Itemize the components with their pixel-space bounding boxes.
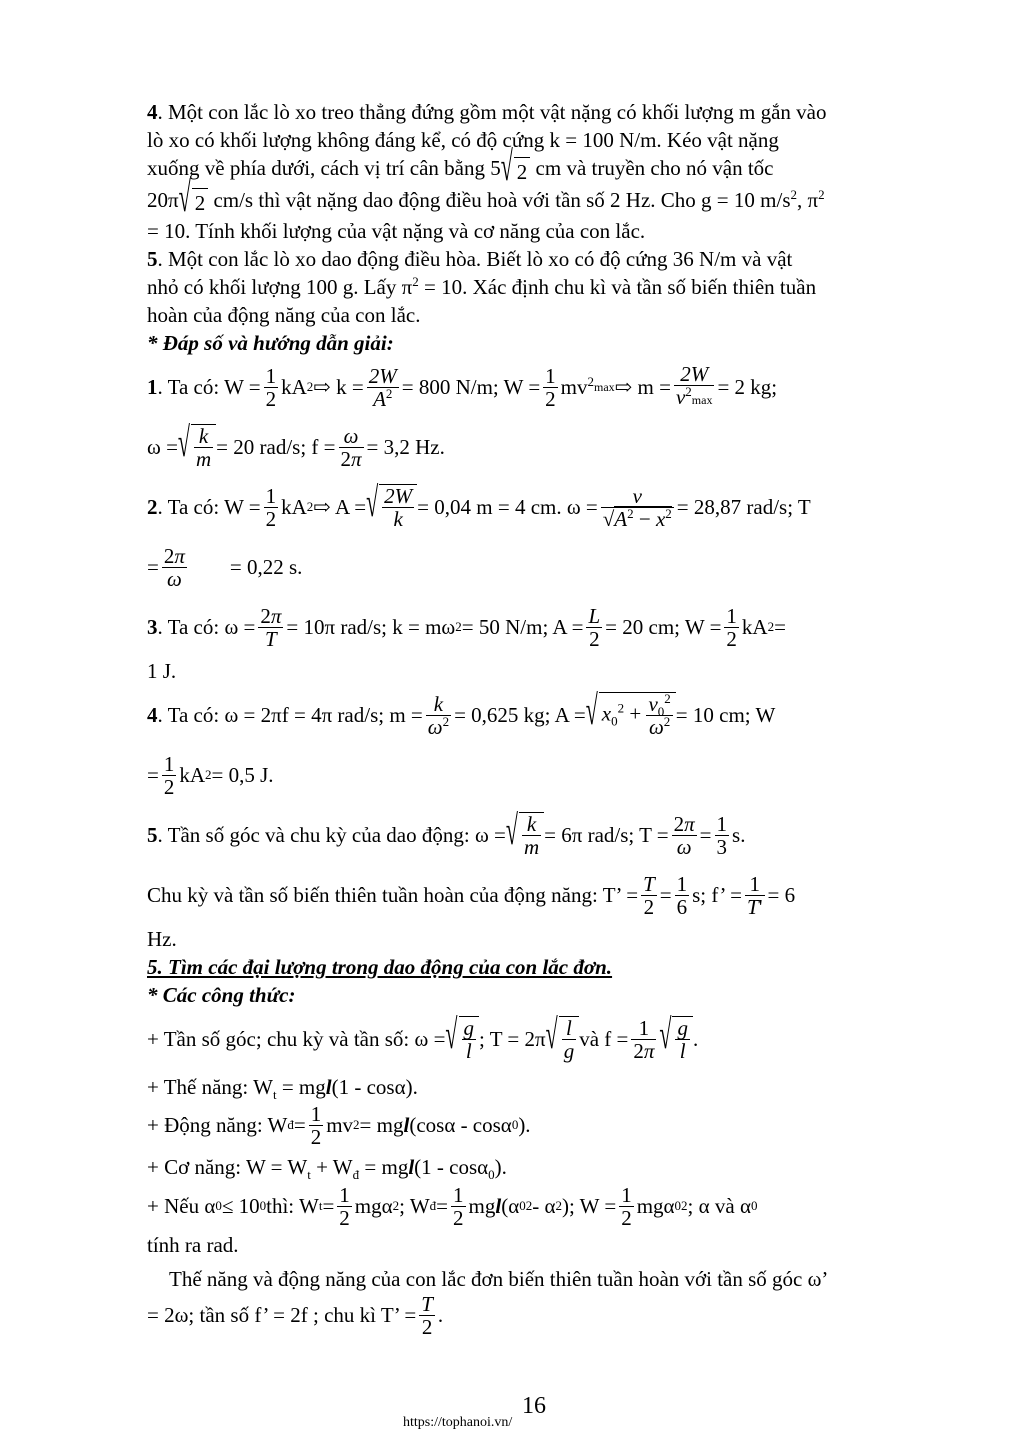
sqrt: √ 2 xyxy=(179,186,209,217)
text: . Một con lắc lò xo dao động điều hòa. Biết lò xo có độ cứng 36 N/m và vật xyxy=(157,247,793,272)
sqrt: √ 2 xyxy=(501,155,531,186)
text: hoàn của động năng của con lắc. xyxy=(147,303,421,328)
text: cm/s thì vật nặng dao động điều hoà với tần số 2 Hz. Cho g = 10 m/s xyxy=(208,187,791,212)
formula-small-angle: + Nếu α 0 ≤ 10 0 thì: W t = $\frac{1}{2}$ mgα 2 ; W đ = $\frac{1}{2}$ mg l (α 0 2 - α 2 ); W = $\frac{1}{2}$ mgα 0 2 ; α và α 0 xyxy=(147,1182,758,1230)
text: lò xo có khối lượng không đáng kể, có độ cứng k = 100 N/m. Kéo vật nặng xyxy=(147,128,779,152)
exercise-number: 5 xyxy=(147,247,158,272)
answer-number: 5 xyxy=(147,823,158,848)
exercise-4: 4. Một con lắc lò xo treo thẳng đứng gồm một vật nặng có khối lượng m gắn vào lò xo có khối lượng không đáng kể, có độ cứng k = 100 N/m. Kéo vật nặng xuống về phía dưới, cách vị trí cân bằng 5√ 2 cm và truyền cho nó vận tốc 20π√ 2 cm/s thì vật nặng dao động điều hoà với tần số 2 Hz. Cho g = 10 $m/s^2$, $\pi^2$ = 10. Tính khối lượng của vật nặng và cơ năng của con lắc. xyxy=(147,100,827,244)
text: 20π xyxy=(147,187,179,212)
answer-1-line-2: ω = √ $\frac{k}{m}$ = 20 rad/s; f = $\frac{\omega}{2\pi}$ = 3,2 Hz. xyxy=(147,417,445,472)
answers-heading: * Đáp số và hướng dẫn giải: xyxy=(147,331,394,356)
formula-note: tính ra rad. xyxy=(147,1233,239,1258)
answer-4-line-2: = $\frac{1}{2}$ kA 2 = 0,5 J. xyxy=(147,751,274,799)
footer-url[interactable]: https://tophanoi.vn/ xyxy=(403,1415,513,1430)
answer-3-line-2: 1 J. xyxy=(147,659,177,684)
formula-frequency: + Tần số góc; chu kỳ và tần số: ω = √ $\frac{g}{l}$ ; T = 2π √ $\frac{l}{g}$ và f = $\frac{1}{2\pi}$ √ $\frac{g}{l}$ . xyxy=(147,1009,699,1064)
formula-kinetic: + Động năng: W đ = $\frac{1}{2}$ mv 2 = mg l (cosα - cosα 0 ). xyxy=(147,1101,531,1149)
answer-2-line-2: = $\frac{2\pi}{\omega}$ = 0,22 s. xyxy=(147,543,303,591)
page-number: 16 xyxy=(522,1393,546,1419)
text: nhỏ có khối lượng 100 g. Lấy π xyxy=(147,275,413,300)
answer-5-line-2: Chu kỳ và tần số biến thiên tuần hoàn của động năng: T’ = $\frac{T}{2}$ = $\frac{1}{6}$ s; f’ = $\frac{1}{T'}$ = 6 xyxy=(147,871,796,919)
formulas-heading: * Các công thức: xyxy=(147,983,296,1008)
paragraph-period-line-2: = 2ω; tần số f’ = 2f ; chu kì T’ = $\frac{T}{2}$ . xyxy=(147,1291,444,1339)
formula-energy: + Cơ năng: $W = W_t + W_đ = mgl(1 - \cos\alpha_0)$. xyxy=(147,1155,507,1183)
answer-3-line-1: 3 . Ta có: ω = $\frac{2\pi}{T}$ = 10π rad/s; k = mω 2 = 50 N/m; A = $\frac{L}{2}$ = 20 cm; W = $\frac{1}{2}$ kA 2 = xyxy=(147,603,786,651)
text: . Một con lắc lò xo treo thẳng đứng gồm một vật nặng có khối lượng m gắn vào xyxy=(157,100,827,124)
answer-4-line-1: 4 . Ta có: ω = 2πf = 4π rad/s; m = $\frac{k}{\omega^2}$ = 0,625 kg; A = √ $x_0^2$ + $\frac{v_0^2}{\omega^2}$ = 10 cm; W xyxy=(147,685,776,740)
answer-number: 3 xyxy=(147,615,158,640)
text: cm và truyền cho nó vận tốc xyxy=(530,156,774,180)
text: = 10. Xác định chu kì và tần số biến thiên tuần xyxy=(418,275,817,300)
exercise-number: 4 xyxy=(147,100,158,124)
answer-1-line-1: 1 . Ta có: W = $\frac{1}{2}$ kA 2 ⇨ k = $\frac{2W}{A^2}$ = 800 N/m; W = $\frac{1}{2}$ mv $^2$max ⇨ m = $\frac{2W}{v^2\max}$ = 2 kg; xyxy=(147,362,778,411)
answer-5-line-1: 5 . Tần số góc và chu kỳ của dao động: ω = √ $\frac{k}{m}$ = 6π rad/s; T = $\frac{2\pi}{\omega}$ = $\frac{1}{3}$ s. xyxy=(147,805,746,860)
answer-2-line-1: 2 . Ta có: W = $\frac{1}{2}$ kA 2 ⇨ A = √ $\frac{2W}{k}$ = 0,04 m = 4 cm. ω = $\frac{v}{√A^2 - x^2}$ = 28,87 rad/s; T xyxy=(147,477,811,532)
paragraph-period: Thế năng và động năng của con lắc đơn biến thiên tuần hoàn với tần số góc ω’ xyxy=(169,1267,829,1292)
formula-potential: + Thế năng: $W_t = mgl(1 - \cos\alpha)$. xyxy=(147,1075,418,1103)
answer-number: 2 xyxy=(147,495,158,520)
answer-5-line-3: Hz. xyxy=(147,927,177,952)
text: , π xyxy=(797,187,819,212)
answer-number: 1 xyxy=(147,375,158,400)
answer-number: 4 xyxy=(147,703,158,728)
section-heading: 5. Tìm các đại lượng trong dao động của con lắc đơn. xyxy=(147,955,613,980)
text: = 10. Tính khối lượng của vật nặng và cơ năng của con lắc. xyxy=(147,219,646,244)
page-content xyxy=(147,98,927,1337)
text: xuống về phía dưới, cách vị trí cân bằng 5 xyxy=(147,156,501,180)
exercise-5: 5. Một con lắc lò xo dao động điều hòa. Biết lò xo có độ cứng 36 N/m và vật nhỏ có khối lượng 100 g. Lấy $\pi^2 = 10$. Xác định chu kì và tần số biến thiên tuần hoàn của động năng của con lắc. xyxy=(147,247,817,328)
